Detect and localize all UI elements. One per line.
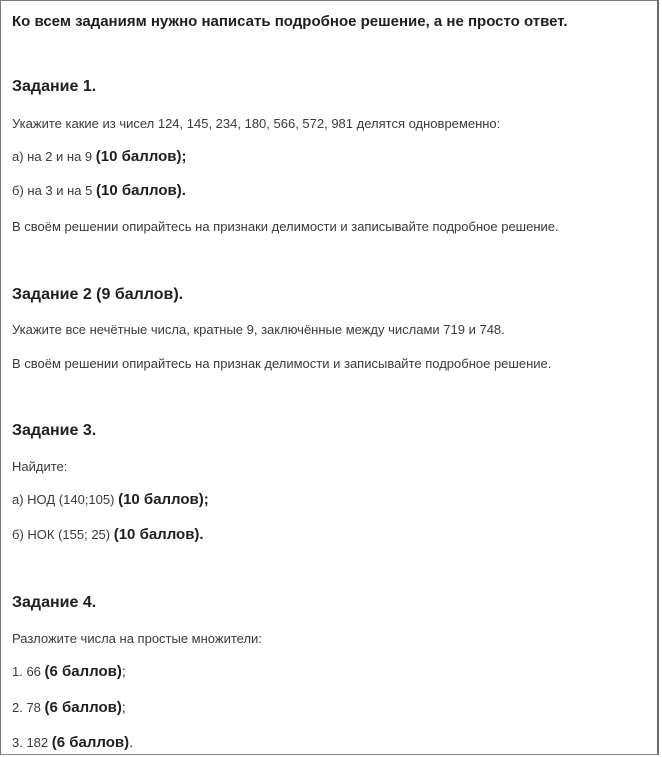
task4-prompt: Разложите числа на простые множители: <box>12 631 262 646</box>
task4-item <box>12 699 126 717</box>
task2-note: В своём решении опирайтесь на признак делимости и записывайте подробное решение. <box>12 356 552 371</box>
task1-title: Задание 1. <box>12 78 97 95</box>
task2-title: Задание 2 (9 баллов). <box>12 286 184 303</box>
task4-item <box>12 734 133 752</box>
task4-item-points: (6 баллов) <box>44 699 122 716</box>
task1-item-a <box>12 148 186 166</box>
task3-item-a-text: а) НОД (140;105) <box>12 492 119 507</box>
task4-item-text: 1. 66 <box>12 664 45 679</box>
task4-item-tail: . <box>129 734 134 750</box>
task1-item-b-points: (10 баллов). <box>96 182 186 199</box>
task1-item-a-text: а) на 2 и на 9 <box>12 149 96 164</box>
task1-prompt: Укажите какие из чисел 124, 145, 234, 180, 566, 572, 981 делятся одновременно: <box>12 116 501 131</box>
task4-item-points: (6 баллов) <box>51 734 130 751</box>
task4-item-points: (6 баллов) <box>44 663 122 680</box>
task4-item <box>12 663 126 681</box>
intro-instruction: Ко всем заданиям нужно написать подробное решение, а не просто ответ. <box>12 13 568 30</box>
task3-item-b-text: б) НОК (155; 25) <box>12 527 114 542</box>
task4-item-text: 3. 182 <box>12 735 52 750</box>
task3-prompt: Найдите: <box>12 459 68 474</box>
task3-item-b <box>12 526 204 544</box>
task4-item-tail: ; <box>121 699 126 715</box>
task1-item-b <box>12 182 186 200</box>
task1-note: В своём решении опирайтесь на признаки делимости и записывайте подробное решение. <box>12 219 559 234</box>
task4-item-text: 2. 78 <box>12 700 45 715</box>
task3-item-a <box>12 491 209 509</box>
task3-title: Задание 3. <box>12 422 97 439</box>
task2-prompt: Укажите все нечётные числа, кратные 9, заключённые между числами 719 и 748. <box>12 322 505 337</box>
task4-title: Задание 4. <box>12 594 97 611</box>
task3-item-a-points: (10 баллов); <box>118 491 209 508</box>
task3-item-b-points: (10 баллов). <box>113 526 204 543</box>
task1-item-b-text: б) на 3 и на 5 <box>12 183 96 198</box>
task4-item-tail: ; <box>121 663 126 679</box>
task1-item-a-points: (10 баллов); <box>95 148 187 165</box>
